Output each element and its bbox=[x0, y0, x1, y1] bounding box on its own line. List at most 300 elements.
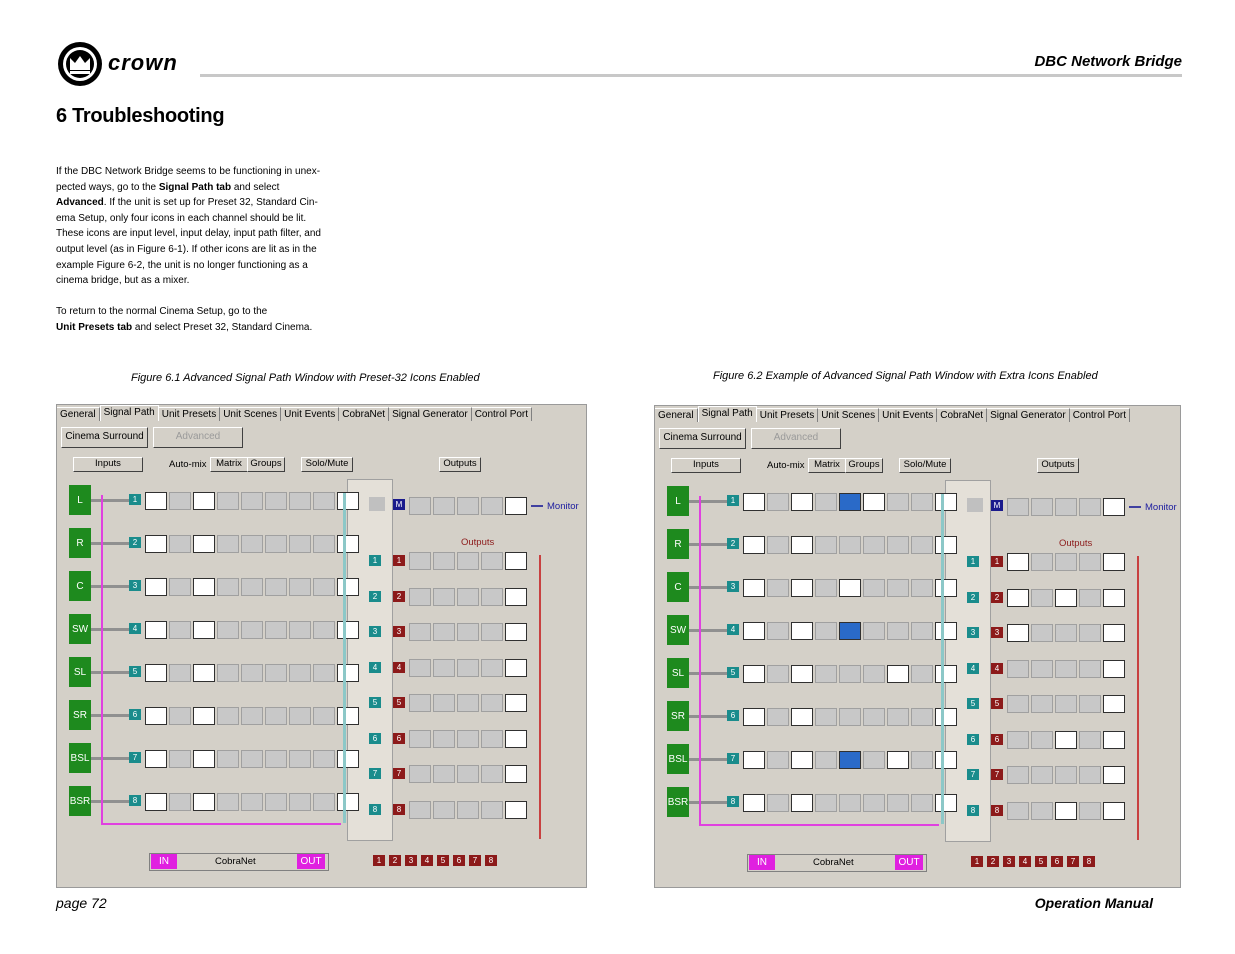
process-icon[interactable] bbox=[241, 535, 263, 553]
output-icon[interactable] bbox=[1031, 731, 1053, 749]
process-icon[interactable] bbox=[911, 794, 933, 812]
process-icon[interactable] bbox=[217, 664, 239, 682]
output-icon[interactable] bbox=[1055, 802, 1077, 820]
process-icon[interactable] bbox=[265, 578, 287, 596]
process-icon[interactable] bbox=[193, 535, 215, 553]
channel-bsl[interactable]: BSL bbox=[69, 743, 91, 773]
output-icon[interactable] bbox=[1031, 660, 1053, 678]
channel-c[interactable]: C bbox=[667, 572, 689, 602]
tab-unit-events[interactable]: Unit Events bbox=[281, 407, 339, 421]
output-icon[interactable] bbox=[1079, 624, 1101, 642]
output-icon[interactable] bbox=[481, 623, 503, 641]
process-icon[interactable] bbox=[313, 535, 335, 553]
process-icon[interactable] bbox=[935, 665, 957, 683]
process-icon[interactable] bbox=[911, 751, 933, 769]
process-icon[interactable] bbox=[241, 707, 263, 725]
output-icon[interactable] bbox=[457, 730, 479, 748]
process-icon[interactable] bbox=[791, 708, 813, 726]
process-icon[interactable] bbox=[887, 794, 909, 812]
output-icon[interactable] bbox=[1055, 624, 1077, 642]
solo-mute-button[interactable]: Solo/Mute bbox=[899, 458, 951, 473]
tab-unit-presets[interactable]: Unit Presets bbox=[757, 408, 818, 422]
output-icon[interactable] bbox=[1031, 553, 1053, 571]
process-icon[interactable] bbox=[265, 750, 287, 768]
output-icon[interactable] bbox=[457, 659, 479, 677]
output-icon[interactable] bbox=[1031, 802, 1053, 820]
output-icon[interactable] bbox=[1007, 624, 1029, 642]
tab-general[interactable]: General bbox=[655, 408, 698, 422]
process-icon[interactable] bbox=[193, 578, 215, 596]
advanced-button[interactable]: Advanced bbox=[153, 427, 243, 448]
output-icon[interactable] bbox=[481, 588, 503, 606]
output-icon[interactable] bbox=[433, 730, 455, 748]
process-icon[interactable] bbox=[839, 493, 861, 511]
process-icon[interactable] bbox=[911, 622, 933, 640]
process-icon[interactable] bbox=[289, 578, 311, 596]
process-icon[interactable] bbox=[767, 794, 789, 812]
output-icon[interactable] bbox=[1103, 589, 1125, 607]
process-icon[interactable] bbox=[791, 665, 813, 683]
channel-bsl[interactable]: BSL bbox=[667, 744, 689, 774]
advanced-button[interactable]: Advanced bbox=[751, 428, 841, 449]
process-icon[interactable] bbox=[839, 622, 861, 640]
process-icon[interactable] bbox=[241, 621, 263, 639]
tab-signal-generator[interactable]: Signal Generator bbox=[389, 407, 472, 421]
output-icon[interactable] bbox=[409, 765, 431, 783]
cobranet-out[interactable]: OUT bbox=[895, 855, 923, 870]
process-icon[interactable] bbox=[863, 493, 885, 511]
process-icon[interactable] bbox=[313, 707, 335, 725]
output-icon[interactable] bbox=[505, 623, 527, 641]
process-icon[interactable] bbox=[169, 621, 191, 639]
output-icon[interactable] bbox=[481, 801, 503, 819]
process-icon[interactable] bbox=[169, 492, 191, 510]
channel-bsr[interactable]: BSR bbox=[69, 786, 91, 816]
outputs-button[interactable]: Outputs bbox=[439, 457, 481, 472]
output-icon[interactable] bbox=[505, 588, 527, 606]
process-icon[interactable] bbox=[169, 535, 191, 553]
cobranet-channel-7[interactable]: 7 bbox=[1067, 856, 1079, 867]
process-icon[interactable] bbox=[863, 536, 885, 554]
process-icon[interactable] bbox=[217, 535, 239, 553]
tab-signal-generator[interactable]: Signal Generator bbox=[987, 408, 1070, 422]
output-icon[interactable] bbox=[409, 801, 431, 819]
process-icon[interactable] bbox=[911, 665, 933, 683]
process-icon[interactable] bbox=[217, 621, 239, 639]
output-icon[interactable] bbox=[505, 730, 527, 748]
tab-signal-path[interactable]: Signal Path bbox=[100, 405, 159, 421]
cinema-surround-button[interactable]: Cinema Surround bbox=[61, 427, 148, 448]
cobranet-channel-3[interactable]: 3 bbox=[1003, 856, 1015, 867]
process-icon[interactable] bbox=[743, 622, 765, 640]
process-icon[interactable] bbox=[767, 536, 789, 554]
process-icon[interactable] bbox=[767, 708, 789, 726]
cobranet-channel-2[interactable]: 2 bbox=[987, 856, 999, 867]
tab-cobranet[interactable]: CobraNet bbox=[339, 407, 389, 421]
cobranet-channel-1[interactable]: 1 bbox=[373, 855, 385, 866]
process-icon[interactable] bbox=[337, 578, 359, 596]
process-icon[interactable] bbox=[839, 751, 861, 769]
output-icon[interactable] bbox=[457, 765, 479, 783]
output-icon[interactable] bbox=[1031, 589, 1053, 607]
channel-l[interactable]: L bbox=[667, 486, 689, 516]
process-icon[interactable] bbox=[313, 578, 335, 596]
cobranet-channel-5[interactable]: 5 bbox=[1035, 856, 1047, 867]
process-icon[interactable] bbox=[887, 536, 909, 554]
tab-unit-scenes[interactable]: Unit Scenes bbox=[220, 407, 281, 421]
output-icon[interactable] bbox=[409, 623, 431, 641]
cobranet-out[interactable]: OUT bbox=[297, 854, 325, 869]
process-icon[interactable] bbox=[145, 492, 167, 510]
output-icon[interactable] bbox=[1007, 553, 1029, 571]
process-icon[interactable] bbox=[935, 708, 957, 726]
process-icon[interactable] bbox=[839, 665, 861, 683]
process-icon[interactable] bbox=[887, 493, 909, 511]
process-icon[interactable] bbox=[193, 664, 215, 682]
output-icon[interactable] bbox=[1103, 802, 1125, 820]
process-icon[interactable] bbox=[241, 664, 263, 682]
process-icon[interactable] bbox=[863, 665, 885, 683]
outputs-button[interactable]: Outputs bbox=[1037, 458, 1079, 473]
output-icon[interactable] bbox=[1007, 731, 1029, 749]
output-icon[interactable] bbox=[1079, 731, 1101, 749]
channel-sr[interactable]: SR bbox=[667, 701, 689, 731]
cobranet-channel-2[interactable]: 2 bbox=[389, 855, 401, 866]
tab-cobranet[interactable]: CobraNet bbox=[937, 408, 987, 422]
cobranet-channel-7[interactable]: 7 bbox=[469, 855, 481, 866]
process-icon[interactable] bbox=[935, 493, 957, 511]
output-icon[interactable] bbox=[505, 765, 527, 783]
process-icon[interactable] bbox=[767, 493, 789, 511]
process-icon[interactable] bbox=[241, 750, 263, 768]
output-icon[interactable] bbox=[1079, 589, 1101, 607]
process-icon[interactable] bbox=[887, 622, 909, 640]
process-icon[interactable] bbox=[265, 535, 287, 553]
process-icon[interactable] bbox=[887, 708, 909, 726]
tab-unit-events[interactable]: Unit Events bbox=[879, 408, 937, 422]
process-icon[interactable] bbox=[337, 664, 359, 682]
process-icon[interactable] bbox=[337, 707, 359, 725]
channel-sl[interactable]: SL bbox=[667, 658, 689, 688]
cobranet-in[interactable]: IN bbox=[151, 854, 177, 869]
output-icon[interactable] bbox=[481, 694, 503, 712]
cobranet-channel-1[interactable]: 1 bbox=[971, 856, 983, 867]
process-icon[interactable] bbox=[743, 751, 765, 769]
channel-r[interactable]: R bbox=[667, 529, 689, 559]
cobranet-channel-8[interactable]: 8 bbox=[485, 855, 497, 866]
process-icon[interactable] bbox=[193, 492, 215, 510]
output-icon[interactable] bbox=[505, 694, 527, 712]
output-icon[interactable] bbox=[433, 694, 455, 712]
process-icon[interactable] bbox=[313, 793, 335, 811]
output-icon[interactable] bbox=[1031, 624, 1053, 642]
process-icon[interactable] bbox=[289, 492, 311, 510]
process-icon[interactable] bbox=[815, 708, 837, 726]
process-icon[interactable] bbox=[145, 578, 167, 596]
output-icon[interactable] bbox=[1007, 660, 1029, 678]
output-icon[interactable] bbox=[1007, 802, 1029, 820]
process-icon[interactable] bbox=[911, 493, 933, 511]
process-icon[interactable] bbox=[169, 707, 191, 725]
process-icon[interactable] bbox=[887, 665, 909, 683]
output-icon[interactable] bbox=[457, 694, 479, 712]
process-icon[interactable] bbox=[791, 622, 813, 640]
process-icon[interactable] bbox=[265, 492, 287, 510]
process-icon[interactable] bbox=[169, 664, 191, 682]
output-icon[interactable] bbox=[457, 623, 479, 641]
process-icon[interactable] bbox=[337, 535, 359, 553]
monitor-icon[interactable] bbox=[433, 497, 455, 515]
output-icon[interactable] bbox=[1079, 766, 1101, 784]
output-icon[interactable] bbox=[481, 552, 503, 570]
output-icon[interactable] bbox=[409, 730, 431, 748]
process-icon[interactable] bbox=[265, 707, 287, 725]
process-icon[interactable] bbox=[935, 794, 957, 812]
output-icon[interactable] bbox=[1103, 624, 1125, 642]
process-icon[interactable] bbox=[145, 707, 167, 725]
process-icon[interactable] bbox=[791, 493, 813, 511]
process-icon[interactable] bbox=[839, 708, 861, 726]
process-icon[interactable] bbox=[815, 493, 837, 511]
process-icon[interactable] bbox=[265, 664, 287, 682]
tab-control-port[interactable]: Control Port bbox=[472, 407, 532, 421]
process-icon[interactable] bbox=[337, 793, 359, 811]
process-icon[interactable] bbox=[241, 793, 263, 811]
process-icon[interactable] bbox=[839, 794, 861, 812]
process-icon[interactable] bbox=[145, 750, 167, 768]
output-icon[interactable] bbox=[1055, 589, 1077, 607]
output-icon[interactable] bbox=[433, 623, 455, 641]
groups-button[interactable]: Groups bbox=[247, 457, 285, 472]
process-icon[interactable] bbox=[169, 793, 191, 811]
output-icon[interactable] bbox=[505, 801, 527, 819]
process-icon[interactable] bbox=[863, 708, 885, 726]
tab-unit-scenes[interactable]: Unit Scenes bbox=[818, 408, 879, 422]
process-icon[interactable] bbox=[145, 535, 167, 553]
process-icon[interactable] bbox=[767, 665, 789, 683]
cobranet-channel-5[interactable]: 5 bbox=[437, 855, 449, 866]
tab-unit-presets[interactable]: Unit Presets bbox=[159, 407, 220, 421]
output-icon[interactable] bbox=[1031, 695, 1053, 713]
monitor-icon[interactable] bbox=[1031, 498, 1053, 516]
output-icon[interactable] bbox=[409, 694, 431, 712]
process-icon[interactable] bbox=[863, 794, 885, 812]
process-icon[interactable] bbox=[863, 622, 885, 640]
process-icon[interactable] bbox=[289, 664, 311, 682]
process-icon[interactable] bbox=[791, 751, 813, 769]
process-icon[interactable] bbox=[815, 536, 837, 554]
process-icon[interactable] bbox=[241, 492, 263, 510]
process-icon[interactable] bbox=[791, 536, 813, 554]
tab-control-port[interactable]: Control Port bbox=[1070, 408, 1130, 422]
channel-sl[interactable]: SL bbox=[69, 657, 91, 687]
process-icon[interactable] bbox=[791, 794, 813, 812]
monitor-icon[interactable] bbox=[505, 497, 527, 515]
process-icon[interactable] bbox=[289, 793, 311, 811]
process-icon[interactable] bbox=[337, 621, 359, 639]
process-icon[interactable] bbox=[289, 535, 311, 553]
process-icon[interactable] bbox=[313, 664, 335, 682]
channel-l[interactable]: L bbox=[69, 485, 91, 515]
output-icon[interactable] bbox=[481, 730, 503, 748]
process-icon[interactable] bbox=[791, 579, 813, 597]
monitor-icon[interactable] bbox=[1079, 498, 1101, 516]
process-icon[interactable] bbox=[767, 751, 789, 769]
cinema-surround-button[interactable]: Cinema Surround bbox=[659, 428, 746, 449]
output-icon[interactable] bbox=[1055, 731, 1077, 749]
process-icon[interactable] bbox=[145, 621, 167, 639]
output-icon[interactable] bbox=[433, 552, 455, 570]
process-icon[interactable] bbox=[743, 536, 765, 554]
process-icon[interactable] bbox=[935, 579, 957, 597]
process-icon[interactable] bbox=[935, 536, 957, 554]
process-icon[interactable] bbox=[193, 750, 215, 768]
process-icon[interactable] bbox=[313, 492, 335, 510]
process-icon[interactable] bbox=[145, 793, 167, 811]
monitor-icon[interactable] bbox=[409, 497, 431, 515]
process-icon[interactable] bbox=[863, 751, 885, 769]
solo-mute-button[interactable]: Solo/Mute bbox=[301, 457, 353, 472]
output-icon[interactable] bbox=[409, 588, 431, 606]
process-icon[interactable] bbox=[767, 579, 789, 597]
output-icon[interactable] bbox=[409, 552, 431, 570]
monitor-icon[interactable] bbox=[457, 497, 479, 515]
output-icon[interactable] bbox=[1031, 766, 1053, 784]
process-icon[interactable] bbox=[887, 751, 909, 769]
output-icon[interactable] bbox=[409, 659, 431, 677]
process-icon[interactable] bbox=[313, 750, 335, 768]
process-icon[interactable] bbox=[911, 708, 933, 726]
cobranet-channel-3[interactable]: 3 bbox=[405, 855, 417, 866]
cobranet-channel-4[interactable]: 4 bbox=[1019, 856, 1031, 867]
process-icon[interactable] bbox=[863, 579, 885, 597]
output-icon[interactable] bbox=[457, 588, 479, 606]
cobranet-channel-6[interactable]: 6 bbox=[453, 855, 465, 866]
process-icon[interactable] bbox=[265, 793, 287, 811]
cobranet-channel-8[interactable]: 8 bbox=[1083, 856, 1095, 867]
process-icon[interactable] bbox=[289, 707, 311, 725]
process-icon[interactable] bbox=[815, 622, 837, 640]
output-icon[interactable] bbox=[505, 552, 527, 570]
process-icon[interactable] bbox=[815, 665, 837, 683]
cobranet-channel-4[interactable]: 4 bbox=[421, 855, 433, 866]
monitor-icon[interactable] bbox=[1103, 498, 1125, 516]
output-icon[interactable] bbox=[1055, 766, 1077, 784]
output-icon[interactable] bbox=[433, 801, 455, 819]
process-icon[interactable] bbox=[337, 750, 359, 768]
process-icon[interactable] bbox=[193, 793, 215, 811]
process-icon[interactable] bbox=[169, 750, 191, 768]
process-icon[interactable] bbox=[911, 579, 933, 597]
output-icon[interactable] bbox=[1055, 553, 1077, 571]
process-icon[interactable] bbox=[743, 579, 765, 597]
output-icon[interactable] bbox=[457, 801, 479, 819]
process-icon[interactable] bbox=[815, 751, 837, 769]
process-icon[interactable] bbox=[289, 621, 311, 639]
process-icon[interactable] bbox=[217, 492, 239, 510]
output-icon[interactable] bbox=[433, 659, 455, 677]
process-icon[interactable] bbox=[169, 578, 191, 596]
output-icon[interactable] bbox=[1103, 695, 1125, 713]
channel-c[interactable]: C bbox=[69, 571, 91, 601]
process-icon[interactable] bbox=[289, 750, 311, 768]
output-icon[interactable] bbox=[1079, 802, 1101, 820]
monitor-icon[interactable] bbox=[481, 497, 503, 515]
output-icon[interactable] bbox=[457, 552, 479, 570]
output-icon[interactable] bbox=[505, 659, 527, 677]
channel-r[interactable]: R bbox=[69, 528, 91, 558]
output-icon[interactable] bbox=[433, 765, 455, 783]
process-icon[interactable] bbox=[839, 579, 861, 597]
cobranet-channel-6[interactable]: 6 bbox=[1051, 856, 1063, 867]
output-icon[interactable] bbox=[1007, 589, 1029, 607]
output-icon[interactable] bbox=[481, 765, 503, 783]
inputs-button[interactable]: Inputs bbox=[671, 458, 741, 473]
output-icon[interactable] bbox=[1103, 731, 1125, 749]
process-icon[interactable] bbox=[935, 751, 957, 769]
output-icon[interactable] bbox=[481, 659, 503, 677]
inputs-button[interactable]: Inputs bbox=[73, 457, 143, 472]
process-icon[interactable] bbox=[911, 536, 933, 554]
output-icon[interactable] bbox=[1079, 695, 1101, 713]
groups-button[interactable]: Groups bbox=[845, 458, 883, 473]
output-icon[interactable] bbox=[1007, 766, 1029, 784]
process-icon[interactable] bbox=[815, 794, 837, 812]
process-icon[interactable] bbox=[145, 664, 167, 682]
process-icon[interactable] bbox=[887, 579, 909, 597]
monitor-icon[interactable] bbox=[1055, 498, 1077, 516]
output-icon[interactable] bbox=[1103, 553, 1125, 571]
channel-sw[interactable]: SW bbox=[69, 614, 91, 644]
process-icon[interactable] bbox=[743, 708, 765, 726]
output-icon[interactable] bbox=[1103, 660, 1125, 678]
process-icon[interactable] bbox=[217, 750, 239, 768]
process-icon[interactable] bbox=[241, 578, 263, 596]
output-icon[interactable] bbox=[433, 588, 455, 606]
output-icon[interactable] bbox=[1055, 695, 1077, 713]
process-icon[interactable] bbox=[935, 622, 957, 640]
output-icon[interactable] bbox=[1007, 695, 1029, 713]
process-icon[interactable] bbox=[217, 578, 239, 596]
process-icon[interactable] bbox=[193, 707, 215, 725]
process-icon[interactable] bbox=[815, 579, 837, 597]
channel-bsr[interactable]: BSR bbox=[667, 787, 689, 817]
monitor-icon[interactable] bbox=[1007, 498, 1029, 516]
process-icon[interactable] bbox=[193, 621, 215, 639]
output-icon[interactable] bbox=[1079, 553, 1101, 571]
channel-sw[interactable]: SW bbox=[667, 615, 689, 645]
process-icon[interactable] bbox=[743, 794, 765, 812]
process-icon[interactable] bbox=[767, 622, 789, 640]
cobranet-in[interactable]: IN bbox=[749, 855, 775, 870]
output-icon[interactable] bbox=[1055, 660, 1077, 678]
process-icon[interactable] bbox=[265, 621, 287, 639]
process-icon[interactable] bbox=[337, 492, 359, 510]
tab-signal-path[interactable]: Signal Path bbox=[698, 406, 757, 422]
matrix-button[interactable]: Matrix bbox=[210, 457, 248, 472]
channel-sr[interactable]: SR bbox=[69, 700, 91, 730]
tab-general[interactable]: General bbox=[57, 407, 100, 421]
matrix-button[interactable]: Matrix bbox=[808, 458, 846, 473]
output-icon[interactable] bbox=[1103, 766, 1125, 784]
process-icon[interactable] bbox=[217, 793, 239, 811]
output-icon[interactable] bbox=[1079, 660, 1101, 678]
process-icon[interactable] bbox=[743, 493, 765, 511]
process-icon[interactable] bbox=[743, 665, 765, 683]
process-icon[interactable] bbox=[217, 707, 239, 725]
process-icon[interactable] bbox=[839, 536, 861, 554]
process-icon[interactable] bbox=[313, 621, 335, 639]
